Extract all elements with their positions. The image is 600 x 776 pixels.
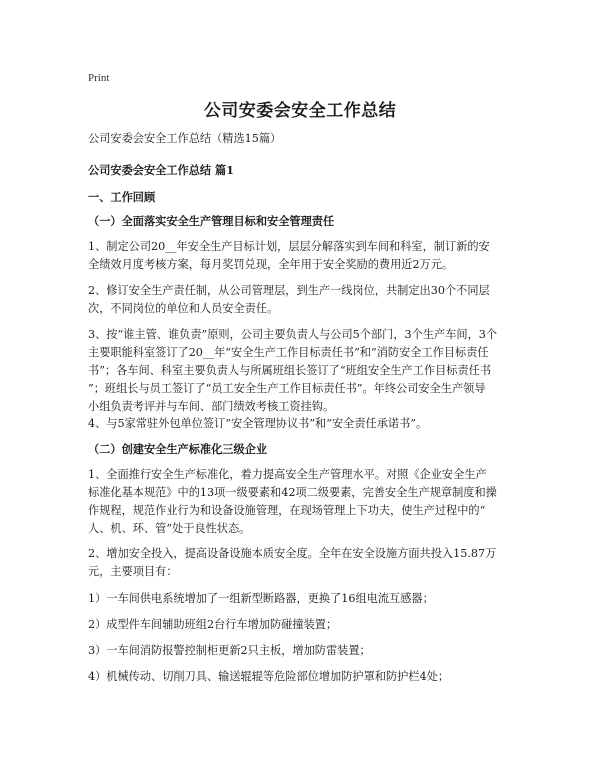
article-heading: 公司安委会安全工作总结 篇1 bbox=[88, 163, 234, 177]
paragraph-line: 次，不同岗位的单位和人员安全责任。 bbox=[88, 302, 279, 315]
list-item: 4）机械传动、切削刀具、输送辊辊等危险部位增加防护罩和防护栏4处； bbox=[88, 670, 450, 683]
subsection-heading: （二）创建安全生产标准化三级企业 bbox=[88, 442, 268, 456]
paragraph-line: 2、修订安全生产责任制，从公司管理层，到生产一线岗位，共制定出30个不同层 bbox=[88, 284, 490, 297]
paragraph-line: 书”；各车间、科室主要负责人与所属班组长签订了“班组安全生产工作目标责任书 bbox=[88, 364, 492, 377]
subsection-heading: （一）全面落实安全生产管理目标和安全管理责任 bbox=[88, 214, 335, 228]
print-label: Print bbox=[88, 72, 110, 84]
paragraph-line: 作规程，规范作业行为和设备设施管理，在现场管理上下功夫，使生产过程中的“ bbox=[88, 504, 486, 517]
list-item: 1）一车间供电系统增加了一组新型断路器，更换了16组电流互感器； bbox=[88, 592, 434, 605]
paragraph-line: 标准化基本规范》中的13项一级要素和42项二级要素，完善安全生产规章制度和操 bbox=[88, 486, 497, 499]
section-heading: 一、工作回顾 bbox=[88, 190, 156, 204]
paragraph-line: 小组负责考评并与车间、部门绩效考核工资挂钩。 bbox=[88, 400, 335, 413]
list-item: 2）成型件车间辅助班组2台行车增加防碰撞装置； bbox=[88, 618, 338, 631]
paragraph-line: 1、制定公司20__年安全生产目标计划，层层分解落实到车间和科室，制订新的安 bbox=[88, 240, 490, 253]
doc-subtitle: 公司安委会安全工作总结（精选15篇） bbox=[88, 132, 282, 145]
paragraph-line: 2、增加安全投入，提高设备设施本质安全度。全年在安全设施方面共投入15.87万 bbox=[88, 547, 497, 560]
paragraph-line: 元，主要项目有： bbox=[88, 565, 178, 578]
paragraph-line: 主要职能科室签订了20__年“安全生产工作目标责任书”和“消防安全工作目标责任 bbox=[88, 346, 489, 359]
paragraph-line: ”；班组长与员工签订了“员工安全生产工作目标责任书”。年终公司安全生产领导 bbox=[88, 382, 486, 395]
paragraph-line: 4、与5家常驻外包单位签订“安全管理协议书”和“安全责任承诺书”。 bbox=[88, 417, 428, 430]
paragraph-line: 1、全面推行安全生产标准化，着力提高安全生产管理水平。对照《企业安全生产 bbox=[88, 468, 487, 481]
paragraph-line: 全绩效月度考核方案，每月奖罚兑现，全年用于安全奖励的费用近2万元。 bbox=[88, 258, 454, 271]
list-item: 3）一车间消防报警控制柜更新2只主板，增加防雷装置； bbox=[88, 644, 371, 657]
paragraph-line: 3、按“谁主管、谁负责”原则，公司主要负责人与公司5个部门，3个生产车间，3个 bbox=[88, 328, 498, 341]
page-title: 公司安委会安全工作总结 bbox=[203, 101, 397, 121]
paragraph-line: 人、机、环、管”处于良性状态。 bbox=[88, 522, 251, 535]
